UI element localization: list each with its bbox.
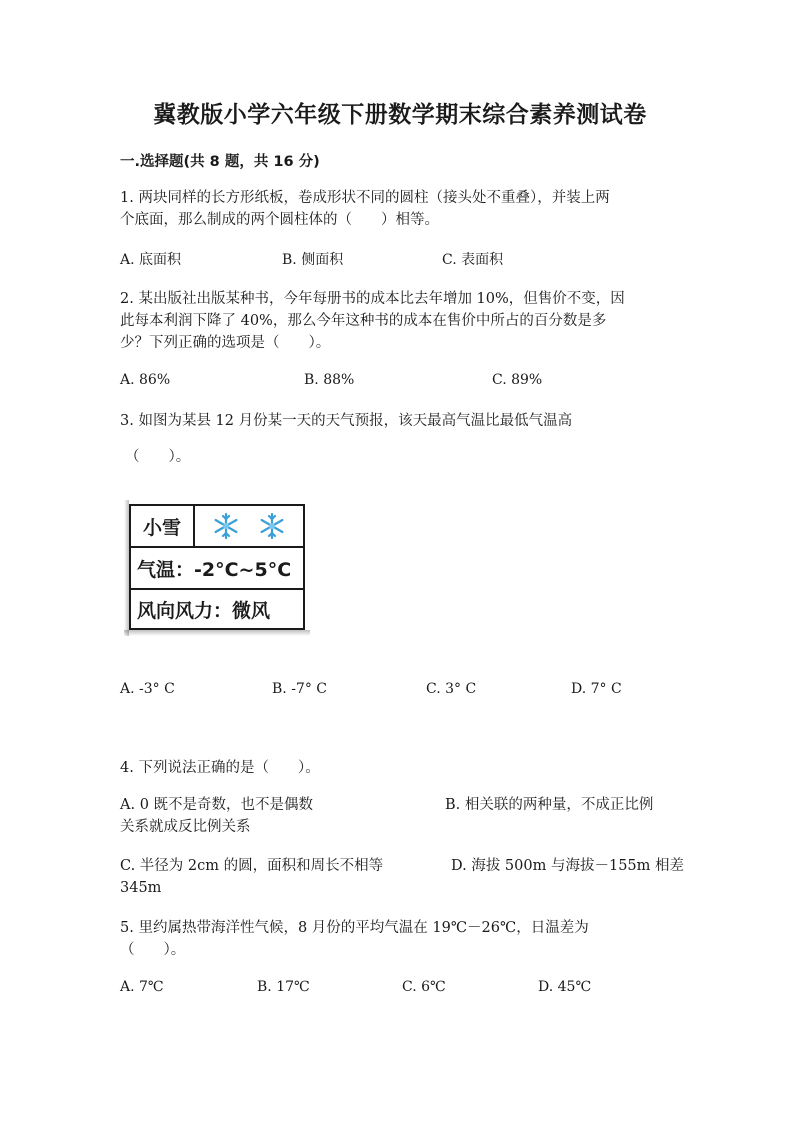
weather-forecast-figure xyxy=(129,504,305,630)
question-2-option-a: A. 86% xyxy=(120,372,171,388)
question-2-option-c: C. 89% xyxy=(492,372,543,388)
question-5-option-c: C. 6℃ xyxy=(402,979,446,995)
wind-row xyxy=(131,590,303,628)
weather-icons xyxy=(195,506,303,546)
question-2-option-b: B. 88% xyxy=(304,372,355,388)
figure-shadow-bottom xyxy=(124,630,310,636)
question-3-option-c: C. 3° C xyxy=(426,681,477,697)
question-3-option-a: A. -3° C xyxy=(120,681,175,697)
question-3-line-2: （ ）。 xyxy=(125,449,191,465)
question-4-line-1: 4. 下列说法正确的是（ ）。 xyxy=(120,760,320,776)
question-2-line-3: 少？下列正确的选项是（ ）。 xyxy=(120,335,331,351)
section-heading: 一.选择题(共 8 题，共 16 分) xyxy=(120,154,320,170)
question-4-option-b: B. 相关联的两种量，不成正比例 xyxy=(445,797,654,813)
snow-icon xyxy=(211,511,241,541)
question-1-option-c: C. 表面积 xyxy=(442,252,504,268)
question-4-option-b-cont: 关系就成反比例关系 xyxy=(120,819,251,835)
temperature-row xyxy=(131,548,303,590)
question-3-option-d: D. 7° C xyxy=(571,681,622,697)
weather-label: 小雪 xyxy=(131,506,195,546)
question-5-line-2: （ ）。 xyxy=(120,942,186,958)
question-5-option-d: D. 45℃ xyxy=(538,979,592,995)
question-4-option-c: C. 半径为 2cm 的圆，面积和周长不相等 xyxy=(120,858,384,874)
question-4-option-d-cont: 345m xyxy=(120,880,162,896)
wind-text: 风向风力：微风 xyxy=(137,599,271,622)
question-5-option-b: B. 17℃ xyxy=(257,979,310,995)
question-4-option-a: A. 0 既不是奇数，也不是偶数 xyxy=(120,797,314,813)
question-1-option-a: A. 底面积 xyxy=(120,252,182,268)
temperature-text: 气温：-2°C~5°C xyxy=(137,558,292,581)
question-1-line-2: 个底面，那么制成的两个圆柱体的（ ）相等。 xyxy=(120,212,439,228)
question-2-line-2: 此每本利润下降了 40%，那么今年这种书的成本在售价中所占的百分数是多 xyxy=(120,313,607,329)
question-3-option-b: B. -7° C xyxy=(272,681,327,697)
question-1-option-b: B. 侧面积 xyxy=(282,252,344,268)
question-3-line-1: 3. 如图为某县 12 月份某一天的天气预报，该天最高气温比最低气温高 xyxy=(120,413,573,429)
question-1-line-1: 1. 两块同样的长方形纸板，卷成形状不同的圆柱（接头处不重叠），并装上两 xyxy=(120,190,610,206)
snow-icon xyxy=(257,511,287,541)
question-5-option-a: A. 7℃ xyxy=(120,979,164,995)
question-5-line-1: 5. 里约属热带海洋性气候，8 月份的平均气温在 19℃－26℃，日温差为 xyxy=(120,920,589,936)
question-4-option-d: D. 海拔 500m 与海拔－155m 相差 xyxy=(451,858,685,874)
question-2-line-1: 2. 某出版社出版某种书，今年每册书的成本比去年增加 10%，但售价不变，因 xyxy=(120,291,625,307)
page-title: 冀教版小学六年级下册数学期末综合素养测试卷 xyxy=(153,102,647,128)
weather-row xyxy=(131,506,303,548)
